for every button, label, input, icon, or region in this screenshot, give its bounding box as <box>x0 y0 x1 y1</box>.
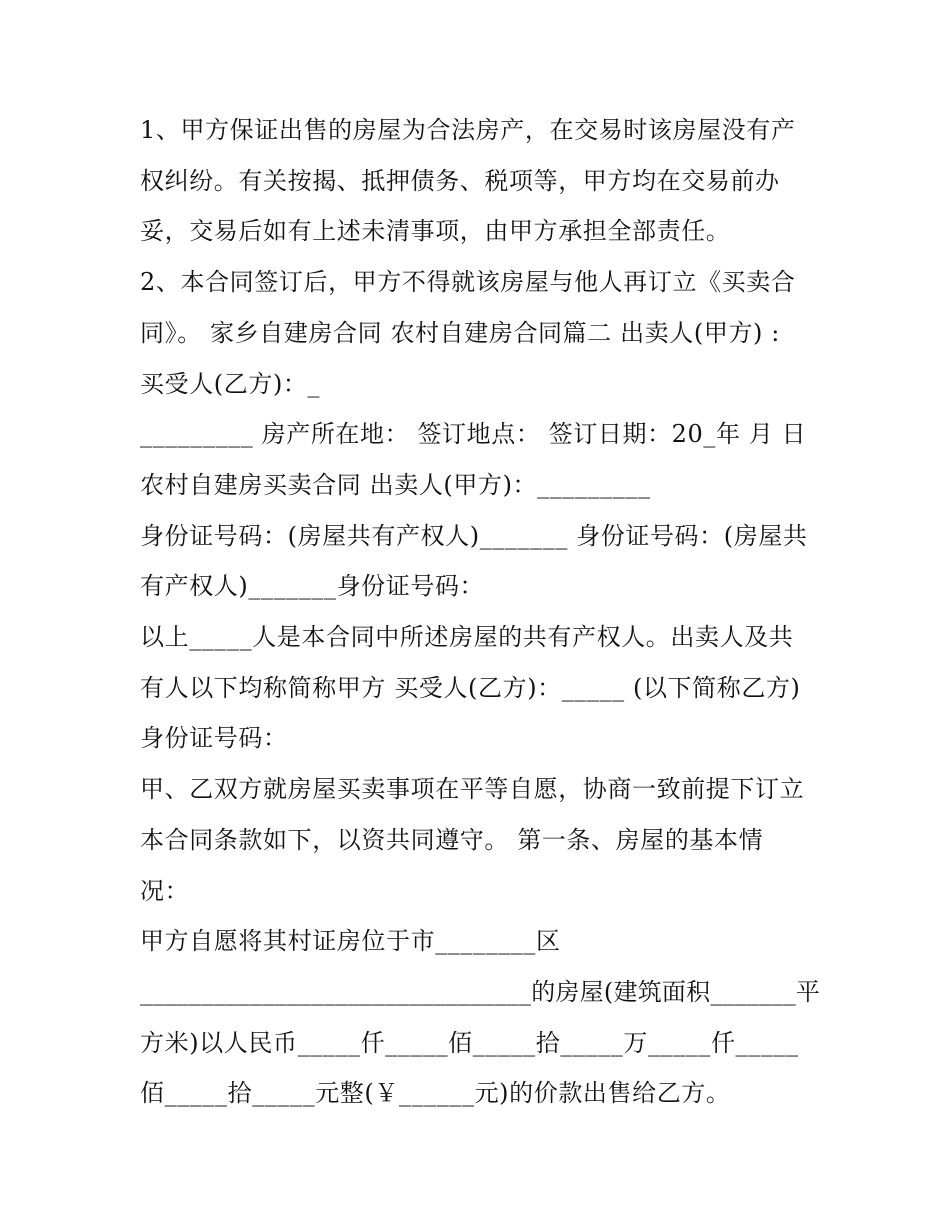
text-line: 同》。 家乡自建房合同 农村自建房合同篇二 出卖人(甲方) : <box>140 319 780 347</box>
text-line: 有产权人)_______身份证号码： <box>140 572 485 600</box>
text-line: 甲方自愿将其村证房位于市________区 <box>140 927 561 955</box>
text-line: ________________________________的房屋(建筑面积_______平 <box>140 978 821 1006</box>
text-line: 农村自建房买卖合同 出卖人(甲方)：_________ <box>140 471 651 499</box>
text-line: 身份证号码：(房屋共有产权人)_______ 身份证号码：(房屋共 <box>140 522 808 550</box>
text-line: 有人以下均称简称甲方 买受人(乙方)：_____ (以下简称乙方) <box>140 674 801 702</box>
text-line: 身份证号码： <box>140 724 288 752</box>
text-line: 以上_____人是本合同中所述房屋的共有产权人。出卖人及共 <box>140 623 794 651</box>
text-line: 妥，交易后如有上述未清事项，由甲方承担全部责任。 <box>140 217 731 245</box>
text-line: 甲、乙双方就房屋买卖事项在平等自愿，协商一致前提下订立 <box>140 775 805 803</box>
text-line: 况： <box>140 877 190 905</box>
text-line: 佰_____拾_____元整(￥______元)的价款出售给乙方。 <box>140 1079 731 1107</box>
text-line: 买受人(乙方)：_ <box>140 370 321 398</box>
text-line: _________ 房产所在地： 签订地点： 签订日期：20_年 月 日 <box>140 420 807 448</box>
text-line: 方米)以人民币_____仟_____佰_____拾_____万_____仟_____ <box>140 1029 799 1057</box>
text-line: 本合同条款如下，以资共同遵守。 第一条、房屋的基本情 <box>140 826 764 854</box>
text-line: 2、本合同签订后，甲方不得就该房屋与他人再订立《买卖合 <box>140 268 796 296</box>
text-line: 1、甲方保证出售的房屋为合法房产，在交易时该房屋没有产 <box>140 116 796 144</box>
text-line: 权纠纷。有关按揭、抵押债务、税项等，甲方均在交易前办 <box>140 167 780 195</box>
